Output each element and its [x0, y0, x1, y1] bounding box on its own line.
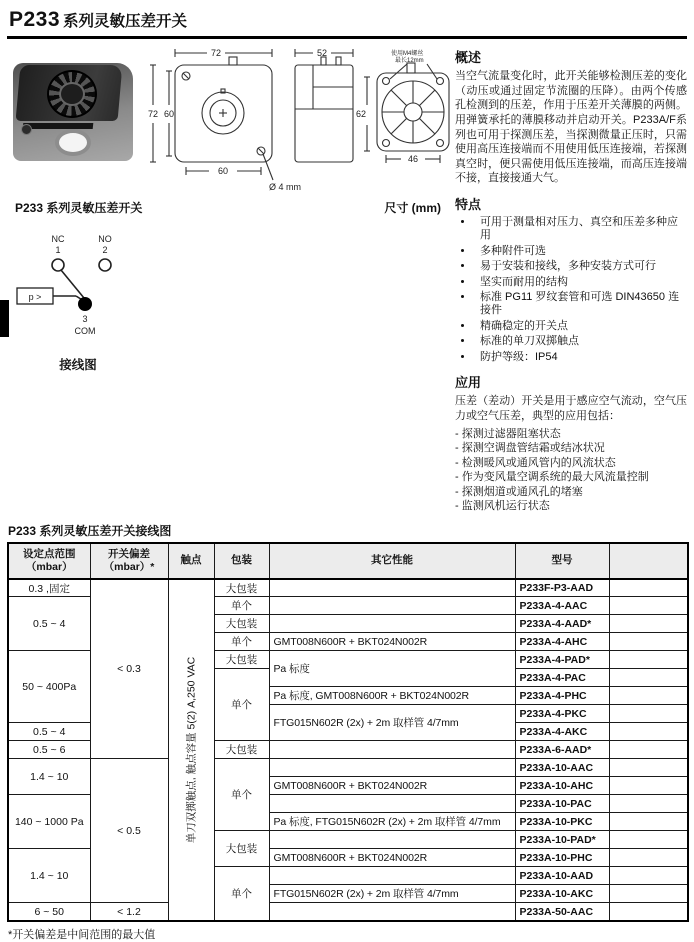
wiring-com-contact: [78, 297, 92, 311]
header-packaging: 包装: [214, 543, 269, 579]
cell-other: GMT008N600R + BKT024N002R: [269, 633, 515, 651]
table-title: P233 系列灵敏压差开关接线图: [8, 523, 172, 538]
feature-item: • 标准的单刀双掷触点: [474, 335, 687, 348]
application-item: - 监测风机运行状态: [455, 500, 550, 513]
print-registration-mark: [0, 300, 9, 337]
features-heading: 特点: [455, 197, 482, 212]
cell-extra: [609, 813, 688, 831]
header-other: 其它性能: [269, 543, 515, 579]
header-extra: [609, 543, 688, 579]
cell-extra: [609, 867, 688, 885]
cell-range: 0.5 ~ 6: [8, 741, 90, 759]
wiring-com-pin: 3: [82, 314, 88, 324]
cell-other: FTG015N602R (2x) + 2m 取样管 4/7mm: [269, 705, 515, 741]
wiring-com-label: COM: [74, 326, 96, 336]
cell-model: P233A-10-PHC: [515, 849, 609, 867]
header-deviation: [90, 543, 168, 579]
cell-model: P233A-10-PAC: [515, 795, 609, 813]
overview-heading: 概述: [455, 50, 482, 65]
cell-model: P233A-10-AHC: [515, 777, 609, 795]
cell-extra: [609, 651, 688, 669]
cell-extra: [609, 885, 688, 903]
cell-model: P233A-10-AAC: [515, 759, 609, 777]
cell-range: 50 ~ 400Pa: [8, 651, 90, 723]
cell-other: [269, 579, 515, 597]
wiring-no-pin: 2: [102, 245, 108, 255]
application-item: - 探测空调盘管结霜或结冰状况: [455, 442, 605, 455]
cell-model: P233F-P3-AAD: [515, 579, 609, 597]
dim-front-hole: Ø 4 mm: [269, 182, 302, 192]
page-title: [7, 6, 687, 39]
cell-model: P233A-10-PAD*: [515, 831, 609, 849]
dim-front-top: 72: [210, 48, 222, 58]
wiring-nc-label: NC: [51, 234, 65, 244]
contact-note: 单刀双掷触点, 触点容量 5(2) A,250 VAC: [185, 656, 198, 844]
cell-extra: [609, 795, 688, 813]
cell-other: [269, 903, 515, 921]
cell-range: 140 ~ 1000 Pa: [8, 795, 90, 849]
cell-other: [269, 741, 515, 759]
cell-model: P233A-4-AAC: [515, 597, 609, 615]
feature-item: • 坚实而耐用的结构: [474, 276, 687, 289]
header-model: 型号: [515, 543, 609, 579]
feature-item: • 标准 PG11 罗纹套管和可选 DIN43650 连接件: [474, 291, 687, 318]
dim-back-bottom: 46: [407, 154, 419, 164]
application-intro: 压差（差动）开关是用于感应空气流动，空气压力或空气压差，典型的应用包括：: [455, 395, 687, 422]
wiring-nc-pin: 1: [55, 245, 61, 255]
cell-packaging: 单个: [214, 759, 269, 831]
label-strip: [23, 123, 94, 129]
cell-deviation: < 0.3: [90, 579, 168, 759]
dimensions-caption: 尺寸 (mm): [384, 201, 441, 215]
cell-model: P233A-50-AAC: [515, 903, 609, 921]
wiring-pressure-label: p >: [28, 292, 42, 302]
table-header-row: [8, 543, 688, 579]
table-footnote: *开关偏差是中间范围的最大值: [8, 928, 156, 941]
cell-extra: [609, 831, 688, 849]
cell-other: Pa 标度: [269, 651, 515, 687]
cell-packaging: 单个: [214, 633, 269, 651]
cell-model: P233A-4-PAC: [515, 669, 609, 687]
cell-deviation: < 1.2: [90, 903, 168, 921]
feature-item: • 防护等级：IP54: [474, 351, 687, 364]
back-note-line2: 最长12mm: [395, 58, 424, 64]
cell-extra: [609, 705, 688, 723]
cell-extra: [609, 615, 688, 633]
cell-other: FTG015N602R (2x) + 2m 取样管 4/7mm: [269, 885, 515, 903]
wiring-diagram: [13, 232, 163, 373]
feature-item: • 精确稳定的开关点: [474, 320, 687, 333]
cell-packaging: 单个: [214, 867, 269, 921]
cell-extra: [609, 903, 688, 921]
cell-contact: [168, 579, 214, 921]
cell-range: 1.4 ~ 10: [8, 849, 90, 903]
cell-packaging: 大包装: [214, 831, 269, 867]
title-suffix: 系列灵敏压差开关: [63, 13, 188, 30]
header-deviation-line2: （mbar）*: [103, 560, 155, 573]
cell-range: 0.5 ~ 4: [8, 597, 90, 651]
table-row: [8, 759, 688, 777]
wiring-no-label: NO: [98, 234, 112, 244]
cell-model: P233A-4-PHC: [515, 687, 609, 705]
header-range-line1: 设定点范围: [23, 547, 76, 560]
cell-model: P233A-4-AAD*: [515, 615, 609, 633]
wiring-caption: 接线图: [59, 358, 97, 372]
product-photo: [11, 57, 135, 161]
header-range: [8, 543, 90, 579]
cell-other: [269, 615, 515, 633]
cell-packaging: 单个: [214, 597, 269, 615]
dim-side-top: 52: [316, 48, 328, 58]
table-row: [8, 903, 688, 921]
cell-extra: [609, 777, 688, 795]
cell-model: P233A-6-AAD*: [515, 741, 609, 759]
dial-hub: [59, 82, 85, 106]
back-note-line1: 使用M4螺丝: [391, 51, 424, 57]
media-row: [7, 45, 455, 197]
cell-model: P233A-4-PAD*: [515, 651, 609, 669]
header-range-line2: （mbar）: [25, 560, 73, 573]
top-section: [7, 45, 687, 514]
cell-extra: [609, 579, 688, 597]
features-list: [455, 216, 687, 364]
dim-back-left: 62: [355, 109, 367, 119]
right-column: [455, 45, 687, 514]
cell-extra: [609, 633, 688, 651]
left-column: [7, 45, 455, 514]
cell-model: P233A-4-AHC: [515, 633, 609, 651]
cell-model: P233A-10-PKC: [515, 813, 609, 831]
cell-extra: [609, 669, 688, 687]
dim-front-left-inner: 60: [163, 109, 175, 119]
application-heading: 应用: [455, 375, 482, 391]
table-row: [8, 579, 688, 597]
wiring-svg: [13, 232, 143, 344]
cell-other: GMT008N600R + BKT024N002R: [269, 849, 515, 867]
cell-extra: [609, 759, 688, 777]
cell-range: 0.5 ~ 4: [8, 723, 90, 741]
header-deviation-line1: 开关偏差: [108, 547, 150, 560]
screw-detail: [21, 124, 32, 135]
cell-other: Pa 标度, GMT008N600R + BKT024N002R: [269, 687, 515, 705]
cell-packaging: 大包装: [214, 741, 269, 759]
title-model: P233: [9, 8, 61, 31]
application-item: - 探测烟道或通风孔的堵塞: [455, 485, 583, 498]
cell-extra: [609, 687, 688, 705]
cell-packaging: 大包装: [214, 615, 269, 633]
cell-packaging: 大包装: [214, 651, 269, 669]
cell-other: GMT008N600R + BKT024N002R: [269, 777, 515, 795]
cell-extra: [609, 723, 688, 741]
photo-caption: P233 系列灵敏压差开关: [15, 201, 143, 215]
cell-other: [269, 759, 515, 777]
table-section: [7, 522, 687, 942]
dim-front-bottom: 60: [217, 166, 229, 176]
feature-item: • 易于安装和接线，多种安装方式可行: [474, 260, 687, 273]
feature-item: • 多种附件可选: [474, 245, 687, 258]
cell-other: Pa 标度, FTG015N602R (2x) + 2m 取样管 4/7mm: [269, 813, 515, 831]
captions-row: [7, 199, 455, 216]
cell-model: P233A-4-PKC: [515, 705, 609, 723]
application-item: - 探测过滤器阻塞状态: [455, 427, 561, 440]
cell-extra: [609, 597, 688, 615]
cell-extra: [609, 849, 688, 867]
application-item: - 作为变风量空调系统的最大风流量控制: [455, 471, 649, 484]
overview-body: 当空气流量变化时，此开关能够检测压差的变化（动压或通过固定节流圈的压降）。由两个传感孔检测到的压差，作用于压差开关薄膜的两侧。用弹簧承托的薄膜移动并启动开关。P233A/F系列也可用于探测压差，当探测微量正压时，只需使用高压连接端而不用使用低压连接端，若探测真空时，便只需使用低压连接端，而高压连接端不接，直接接通大气。: [455, 70, 687, 185]
cell-model: P233A-4-AKC: [515, 723, 609, 741]
application-item: - 检测暖风或通风管内的风流状态: [455, 456, 616, 469]
cell-other: [269, 795, 515, 813]
header-contact: 触点: [168, 543, 214, 579]
dim-front-left: 72: [147, 109, 159, 119]
cell-packaging: 单个: [214, 669, 269, 741]
cell-model: P233A-10-AKC: [515, 885, 609, 903]
feature-item: • 可用于测量相对压力、真空和压差多种应用: [474, 216, 687, 243]
cell-other: [269, 867, 515, 885]
cell-model: P233A-10-AAD: [515, 867, 609, 885]
model-table: [7, 542, 689, 922]
cell-range: 6 ~ 50: [8, 903, 90, 921]
dimension-drawings: [145, 47, 455, 197]
pressure-port: [55, 129, 91, 156]
cell-deviation: < 0.5: [90, 759, 168, 903]
cell-extra: [609, 741, 688, 759]
cell-packaging: 大包装: [214, 579, 269, 597]
cell-other: [269, 831, 515, 849]
cell-other: [269, 597, 515, 615]
cell-range: 0.3 ,固定: [8, 579, 90, 597]
cell-range: 1.4 ~ 10: [8, 759, 90, 795]
